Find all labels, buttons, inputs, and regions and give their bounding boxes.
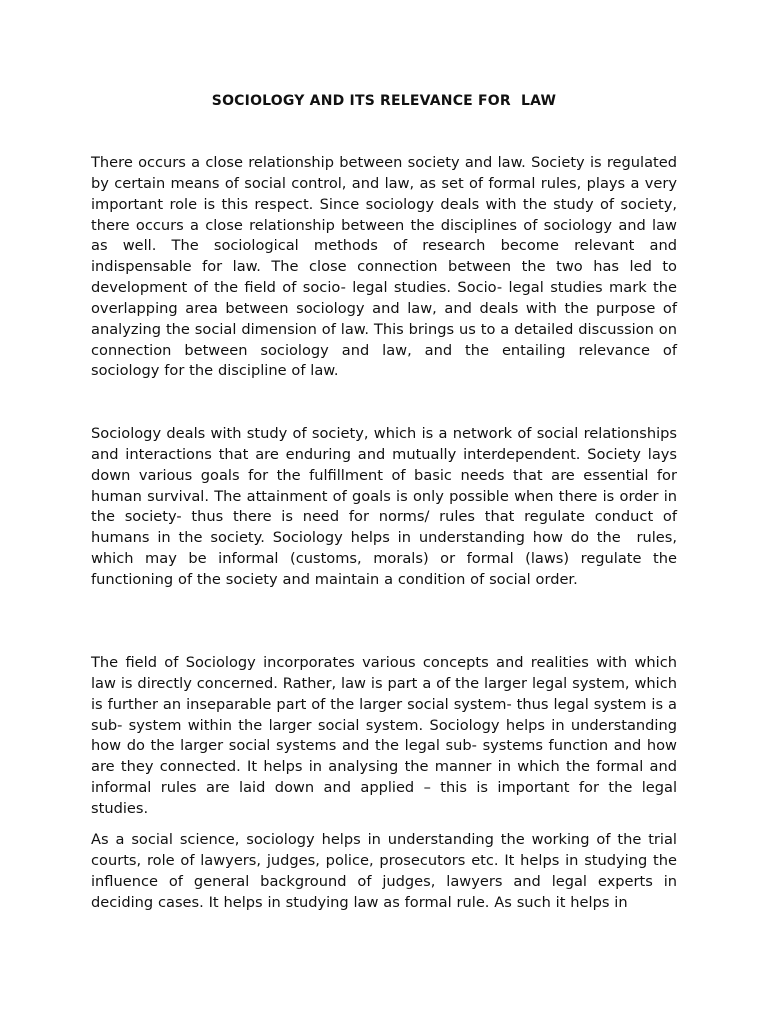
paragraph-4: As a social science, sociology helps in understanding the working of the trial courts, role of lawyers, judges, police, prosecutors etc. It helps in studying the influence of general background of judges, lawyers and legal experts in deciding cases. It helps in studying law as formal rule. As such it helps in (91, 831, 682, 911)
paragraph-2: Sociology deals with study of society, which is a network of social relationships and interactions that are enduring and mutually interdependent. Society lays down various goals for the fulfillment of basic needs that are essential for human survival. The attainment of goals is only possible when there is order in the society- thus there is need for norms/ rules that regulate conduct of humans in the society. Sociology helps in understanding how do the rules, which may be informal (customs, morals) or formal (laws) regulate the functioning of the society and maintain a condition of social order. (91, 425, 682, 588)
page-title: SOCIOLOGY AND ITS RELEVANCE FOR LAW (211, 93, 557, 109)
paragraph-1: There occurs a close relationship between society and law. Society is regulated by certain means of social control, and law, as set of formal rules, plays a very important role is this respect. Since sociology deals with the study of society, there occurs a close relationship between the disciplines of sociology and law as well. The sociological methods of research become relevant and indispensable for law. The close connection between the two has led to development of the field of socio- legal studies. Socio- legal studies mark the overlapping area between sociology and law, and deals with the purpose of analyzing the social dimension of law. This brings us to a detailed discussion on connection between sociology and law, and the entailing relevance of sociology for the discipline of law. (91, 154, 682, 380)
paragraph-3: The field of Sociology incorporates various concepts and realities with which law is directly concerned. Rather, law is part a of the larger legal system, which is further an inseparable part of the larger social system- thus legal system is a sub- system within the larger social system. Sociology helps in understanding how do the larger social systems and the legal sub- systems function and how are they connected. It helps in analysing the manner in which the formal and informal rules are laid down and applied – this is important for the legal studies. (91, 654, 682, 817)
